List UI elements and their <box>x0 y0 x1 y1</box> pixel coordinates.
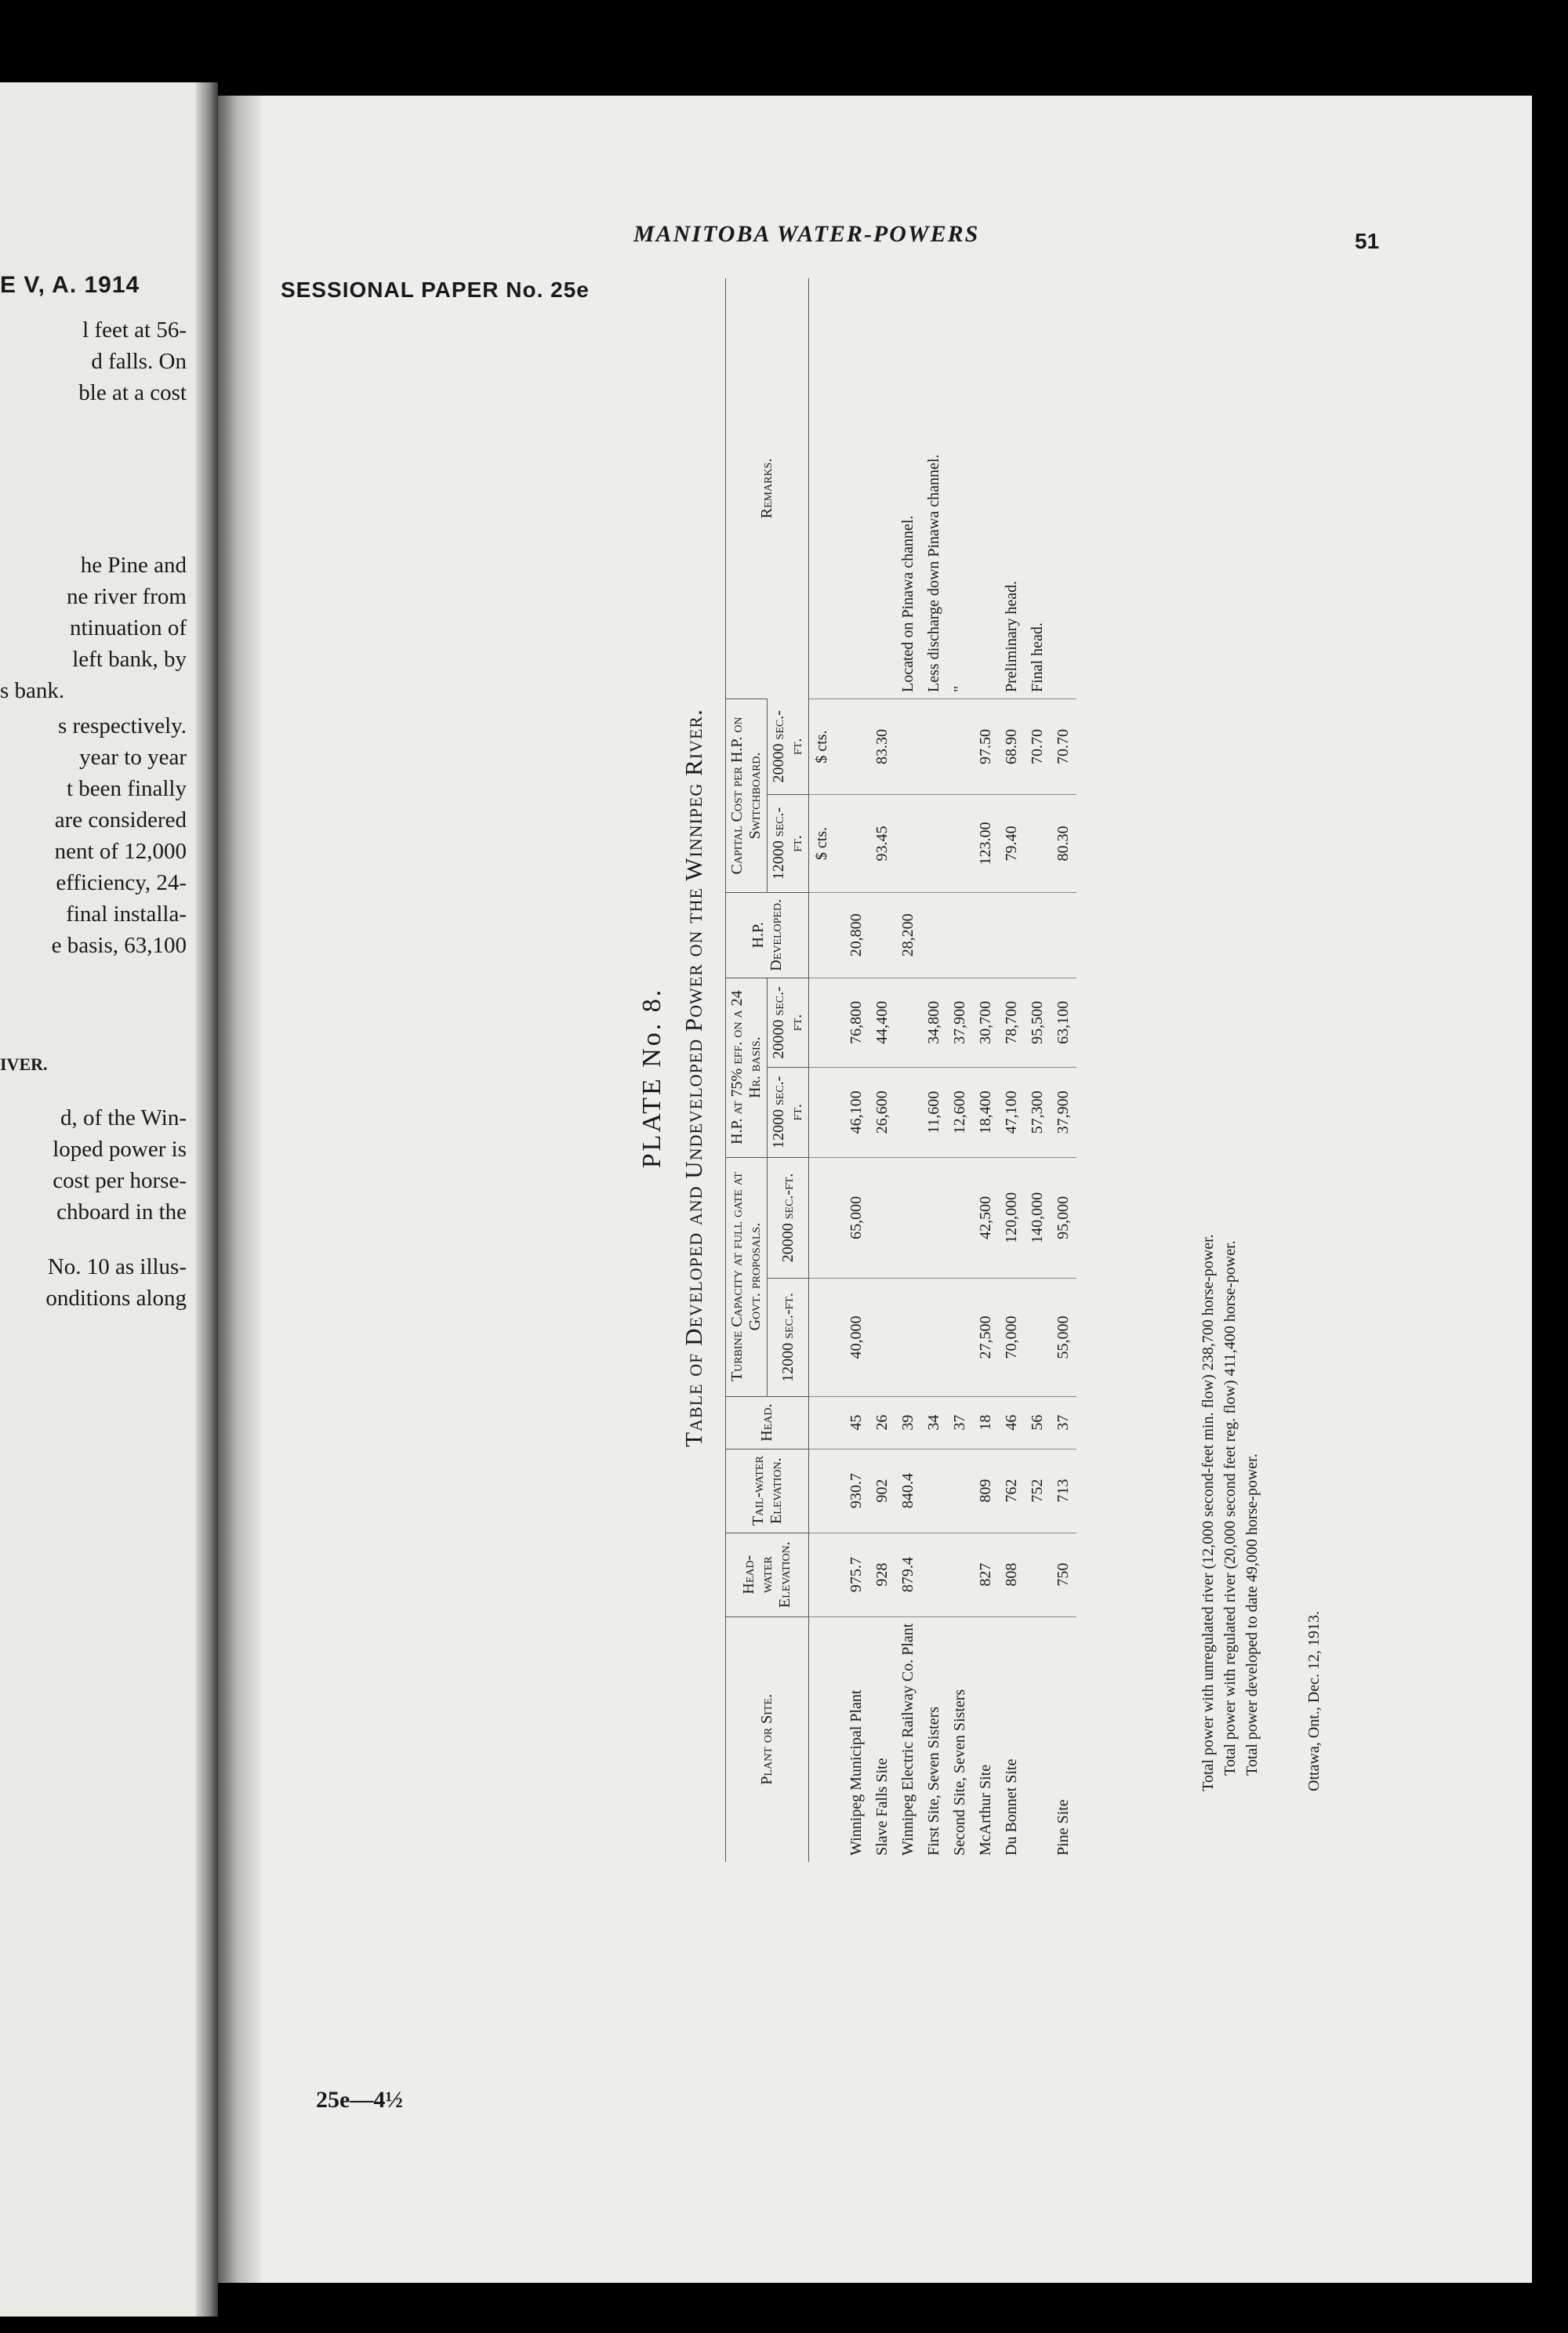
cost-12000-value: 123.00 <box>973 795 999 893</box>
head-water-value: 928 <box>869 1533 895 1616</box>
head-water-value <box>921 1533 947 1616</box>
subheader-flow-12000: 12000 sec.-ft. <box>768 1068 809 1157</box>
hp-developed-value <box>999 892 1025 978</box>
subheader-flow-20000: 20000 sec.-ft. <box>768 699 809 795</box>
hp-developed-value <box>1051 892 1076 978</box>
turbine-12000-value: 55,000 <box>1051 1279 1076 1396</box>
cost-12000-value <box>947 795 973 893</box>
head-value: 34 <box>921 1396 947 1449</box>
turbine-20000-value <box>895 1157 921 1279</box>
hp-developed-value: 20,800 <box>835 892 869 978</box>
col-header-turbine: Turbine Capacity at full gate at Govt. proposals. <box>726 1157 768 1396</box>
left-text-line: are considered <box>54 807 187 833</box>
col-header-head: Head. <box>726 1396 809 1449</box>
left-text-line: e basis, 63,100 <box>51 933 187 958</box>
tail-water-value <box>947 1449 973 1533</box>
page-edge-shadow <box>196 82 218 2317</box>
hp-12000-value: 11,600 <box>921 1068 947 1157</box>
left-text-line: t been finally <box>66 776 187 801</box>
hp-developed-value <box>1025 892 1051 978</box>
turbine-12000-value <box>869 1279 895 1396</box>
cost-20000-value <box>947 699 973 795</box>
turbine-20000-value <box>869 1157 895 1279</box>
left-text-line: left bank, by <box>72 647 187 672</box>
sessional-paper-label: SESSIONAL PAPER No. 25e <box>281 278 590 302</box>
left-text-line: year to year <box>79 745 187 770</box>
units-cell: $ cts. <box>809 699 836 795</box>
site-name <box>1025 1616 1051 1862</box>
hp-12000-value <box>895 1068 921 1157</box>
left-text-line: final installa- <box>66 902 187 927</box>
site-name: Du Bonnet Site <box>999 1616 1025 1862</box>
head-water-value <box>1025 1533 1051 1616</box>
table-row <box>835 278 869 1862</box>
remark <box>1051 278 1076 699</box>
hp-20000-value: 44,400 <box>869 978 895 1067</box>
turbine-12000-value <box>1025 1279 1051 1396</box>
remark <box>973 278 999 699</box>
remark: Located on Pinawa channel. <box>899 515 916 692</box>
left-text-line: loped power is <box>53 1137 187 1162</box>
totals-block <box>1197 1234 1263 1791</box>
hp-20000-value: 95,500 <box>1025 978 1051 1067</box>
head-water-value: 879.4 <box>895 1533 921 1616</box>
turbine-12000-value <box>895 1279 921 1396</box>
left-text-line: efficiency, 24- <box>56 870 187 895</box>
col-header-remarks: Remarks. <box>726 278 809 699</box>
signature-mark: 25e—4½ <box>316 2087 403 2113</box>
head-value: 18 <box>973 1396 999 1449</box>
turbine-12000-value <box>947 1279 973 1396</box>
cost-20000-value: 97.50 <box>973 699 999 795</box>
subheader-flow-20000: 20000 sec.-ft. <box>768 978 809 1067</box>
table-caption: Table of Developed and Undeveloped Power on the Winnipeg River. <box>680 709 707 1447</box>
subheader-flow-12000: 12000 sec.-ft. <box>768 795 809 893</box>
turbine-20000-value <box>921 1157 947 1279</box>
rotated-plate <box>631 176 1415 1979</box>
turbine-20000-value: 120,000 <box>999 1157 1025 1279</box>
tail-water-value: 713 <box>1051 1449 1076 1533</box>
site-name: Second Site, Seven Sisters <box>947 1616 973 1862</box>
cost-20000-value: 83.30 <box>869 699 895 795</box>
subheader-flow-20000: 20000 sec.-ft. <box>768 1157 809 1279</box>
total-developed: Total power developed to date 49,000 horse-power. <box>1243 1453 1261 1776</box>
total-regulated: Total power with regulated river (20,000 second feet reg. flow) 411,400 horse-power. <box>1221 1240 1239 1776</box>
tail-water-value: 930.7 <box>835 1449 869 1533</box>
left-text-line: d, of the Win- <box>60 1105 187 1130</box>
units-cell: $ cts. <box>809 795 836 893</box>
left-text-line: s respectively. <box>57 713 187 738</box>
cost-20000-value <box>835 699 869 795</box>
site-name: Pine Site <box>1051 1616 1076 1862</box>
remark <box>835 278 869 699</box>
hp-20000-value: 34,800 <box>921 978 947 1067</box>
cost-12000-value <box>921 795 947 893</box>
tail-water-value: 762 <box>999 1449 1025 1533</box>
cost-12000-value: 93.45 <box>869 795 895 893</box>
site-name: Winnipeg Municipal Plant <box>835 1616 869 1862</box>
hp-12000-value: 46,100 <box>835 1068 869 1157</box>
left-section-heading: IVER. <box>0 1054 48 1074</box>
head-water-value: 975.7 <box>835 1533 869 1616</box>
cost-20000-value <box>895 699 921 795</box>
left-text-line: s bank. <box>0 678 65 703</box>
col-header-head-water: Head-water Elevation. <box>726 1533 809 1616</box>
cost-20000-value: 68.90 <box>999 699 1025 795</box>
turbine-12000-value: 27,500 <box>973 1279 999 1396</box>
hp-12000-value: 12,600 <box>947 1068 973 1157</box>
dateline: Ottawa, Ont., Dec. 12, 1913. <box>1305 1611 1323 1791</box>
hp-20000-value: 30,700 <box>973 978 999 1067</box>
hp-developed-value <box>947 892 973 978</box>
hp-12000-value: 18,400 <box>973 1068 999 1157</box>
left-text-line: No. 10 as illus- <box>47 1254 187 1279</box>
hp-12000-value: 57,300 <box>1025 1068 1051 1157</box>
tail-water-value <box>921 1449 947 1533</box>
left-text-line: d falls. On <box>91 349 187 374</box>
head-value: 37 <box>1051 1396 1076 1449</box>
col-header-site: Plant or Site. <box>726 1616 809 1862</box>
page-number: 51 <box>1355 229 1380 253</box>
col-header-tail-water: Tail-water Elevation. <box>726 1449 809 1533</box>
head-water-value <box>947 1533 973 1616</box>
head-value: 46 <box>999 1396 1025 1449</box>
hp-developed-value <box>921 892 947 978</box>
hp-20000-value: 76,800 <box>835 978 869 1067</box>
hp-20000-value: 63,100 <box>1051 978 1076 1067</box>
hp-12000-value: 47,100 <box>999 1068 1025 1157</box>
cost-20000-value: 70.70 <box>1051 699 1076 795</box>
left-running-header: E V, A. 1914 <box>0 272 140 298</box>
table-row <box>1025 278 1051 1862</box>
hp-developed-value <box>869 892 895 978</box>
remark: Preliminary head. <box>1003 580 1020 692</box>
hp-developed-value <box>973 892 999 978</box>
left-text-line: cost per horse- <box>53 1168 187 1193</box>
cost-12000-value <box>895 795 921 893</box>
power-table <box>725 278 1076 1862</box>
left-text-line: nent of 12,000 <box>54 839 187 864</box>
turbine-20000-value: 140,000 <box>1025 1157 1051 1279</box>
table-row <box>1051 278 1076 1862</box>
table-row <box>999 278 1025 1862</box>
head-value: 39 <box>895 1396 921 1449</box>
table-row <box>895 278 921 1862</box>
hp-developed-value: 28,200 <box>895 892 921 978</box>
site-name: Winnipeg Electric Railway Co. Plant <box>895 1616 921 1862</box>
remark <box>869 278 895 699</box>
total-unregulated: Total power with unregulated river (12,000 second-feet min. flow) 238,700 horse-power. <box>1200 1234 1217 1791</box>
left-text-line: ble at a cost <box>78 380 187 405</box>
table-row <box>973 278 999 1862</box>
left-facing-page <box>0 82 218 2317</box>
left-text-line: chboard in the <box>56 1199 187 1225</box>
cost-12000-value: 79.40 <box>999 795 1025 893</box>
hp-12000-value: 37,900 <box>1051 1068 1076 1157</box>
col-header-developed: H.P. Developed. <box>726 892 809 978</box>
cost-12000-value <box>1025 795 1051 893</box>
left-text-line: ntinuation of <box>69 615 187 640</box>
head-value: 56 <box>1025 1396 1051 1449</box>
tail-water-value: 902 <box>869 1449 895 1533</box>
cost-12000-value <box>835 795 869 893</box>
turbine-12000-value: 40,000 <box>835 1279 869 1396</box>
site-name: First Site, Seven Sisters <box>921 1616 947 1862</box>
table-row <box>947 278 973 1862</box>
subheader-flow-12000: 12000 sec.-ft. <box>768 1279 809 1396</box>
turbine-20000-value: 42,500 <box>973 1157 999 1279</box>
cost-12000-value: 80.30 <box>1051 795 1076 893</box>
plate-title: PLATE No. 8. <box>637 987 666 1169</box>
head-water-value: 827 <box>973 1533 999 1616</box>
head-water-value: 750 <box>1051 1533 1076 1616</box>
cost-20000-value: 70.70 <box>1025 699 1051 795</box>
tail-water-value: 840.4 <box>895 1449 921 1533</box>
head-value: 37 <box>947 1396 973 1449</box>
tail-water-value: 809 <box>973 1449 999 1533</box>
running-title: MANITOBA WATER-POWERS <box>633 221 980 247</box>
col-header-hp75: H.P. at 75% eff. on a 24 Hr. basis. <box>726 978 768 1157</box>
left-text-line: ne river from <box>67 584 187 609</box>
binding-gutter <box>218 96 261 2283</box>
left-text-line: onditions along <box>45 1286 187 1311</box>
site-name: Slave Falls Site <box>869 1616 895 1862</box>
turbine-12000-value <box>921 1279 947 1396</box>
head-value: 26 <box>869 1396 895 1449</box>
tail-water-value: 752 <box>1025 1449 1051 1533</box>
site-name: McArthur Site <box>973 1616 999 1862</box>
hp-20000-value: 78,700 <box>999 978 1025 1067</box>
left-text-line: l feet at 56- <box>82 317 187 343</box>
head-water-value: 808 <box>999 1533 1025 1616</box>
remark: Less discharge down Pinawa channel. <box>925 454 942 692</box>
hp-20000-value <box>895 978 921 1067</box>
turbine-20000-value: 95,000 <box>1051 1157 1076 1279</box>
left-text-line: he Pine and <box>80 553 187 578</box>
col-header-capital: Capital Cost per H.P. on Switchboard. <box>726 699 768 893</box>
turbine-20000-value: 65,000 <box>835 1157 869 1279</box>
turbine-12000-value: 70,000 <box>999 1279 1025 1396</box>
remark: Final head. <box>1029 622 1046 692</box>
remark: " <box>951 685 968 692</box>
hp-12000-value: 26,600 <box>869 1068 895 1157</box>
table-row <box>921 278 947 1862</box>
cost-20000-value <box>921 699 947 795</box>
hp-20000-value: 37,900 <box>947 978 973 1067</box>
table-row <box>869 278 895 1862</box>
turbine-20000-value <box>947 1157 973 1279</box>
head-value: 45 <box>835 1396 869 1449</box>
